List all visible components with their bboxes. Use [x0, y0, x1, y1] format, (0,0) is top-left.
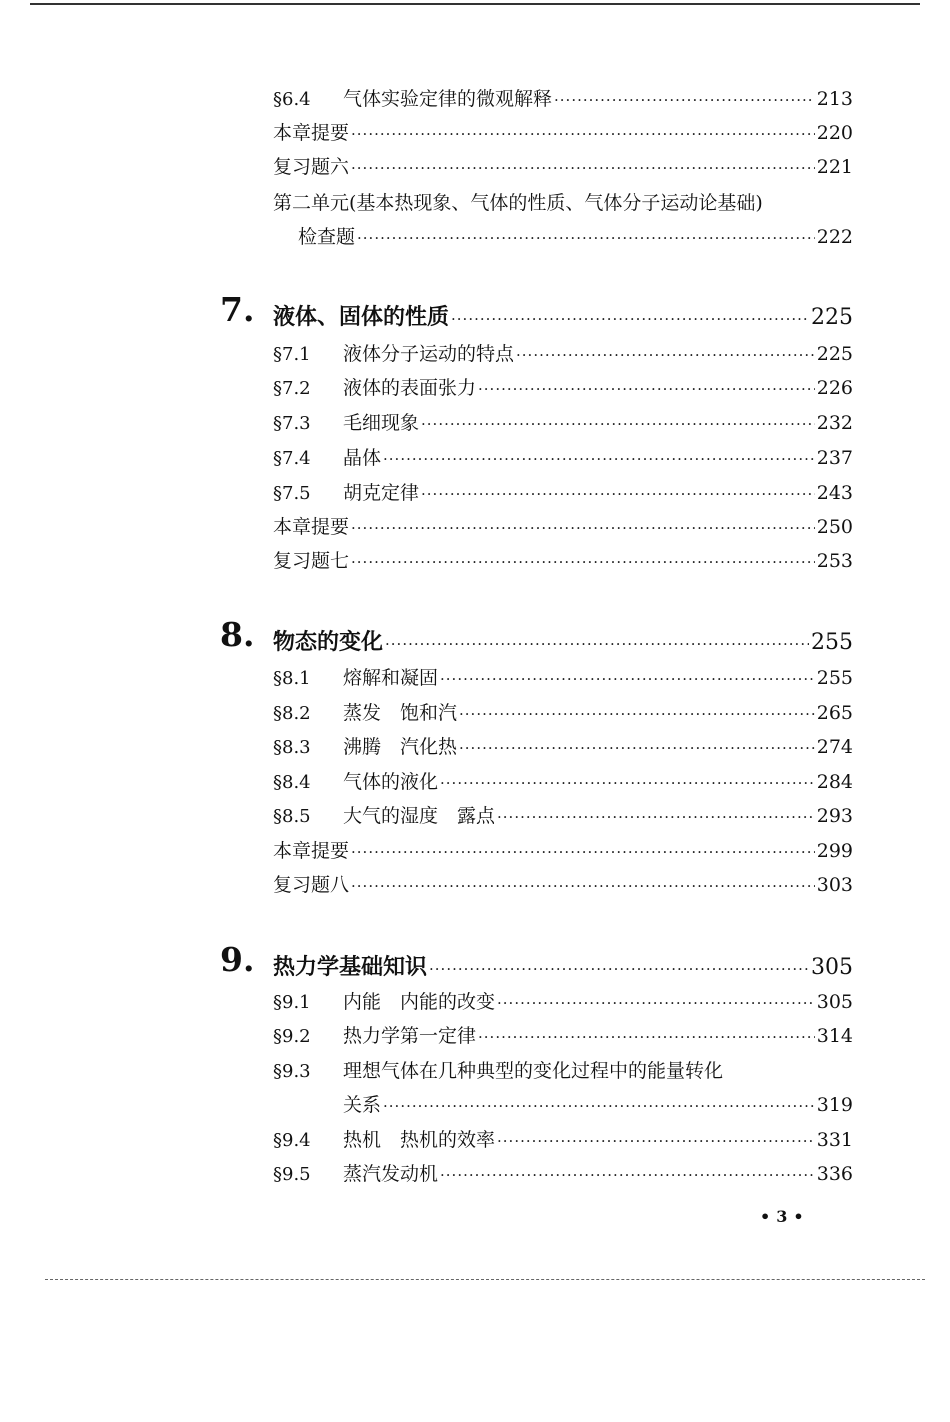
page-number: 253: [816, 550, 853, 572]
toc-entry-7-1[interactable]: [273, 339, 853, 369]
section-title: 胡克定律: [343, 482, 420, 504]
section-title: 热力学第一定律: [343, 1025, 477, 1047]
toc-entry-ch6-summary[interactable]: [273, 118, 853, 148]
dot-leader: [497, 994, 815, 1012]
page-number: 220: [816, 122, 853, 144]
dot-leader: [351, 553, 815, 571]
section-number: §7.2: [273, 378, 311, 399]
page-number: 274: [816, 736, 853, 758]
section-number: §8.3: [273, 737, 311, 758]
toc-entry-9-2[interactable]: [273, 1021, 853, 1051]
section-title: 蒸汽发动机: [343, 1163, 439, 1185]
unit-check-heading: 第二单元(基本热现象、气体的性质、气体分子运动论基础): [273, 192, 763, 214]
dot-leader: [451, 310, 809, 328]
toc-entry-ch8-summary[interactable]: [273, 836, 853, 866]
toc-entry-7-5[interactable]: [273, 478, 853, 508]
chapter-title: 液体、固体的性质: [273, 304, 450, 330]
toc-entry-9-3[interactable]: [273, 1056, 853, 1086]
page-number: 243: [816, 482, 853, 504]
page-number: 314: [816, 1025, 853, 1047]
page-number: 213: [816, 88, 853, 110]
section-title-continued: 关系: [343, 1094, 382, 1116]
dot-leader: [459, 705, 815, 723]
page-number: 222: [816, 226, 853, 248]
dot-leader: [497, 1132, 815, 1150]
toc-chapter-7[interactable]: [273, 300, 853, 330]
section-title: 本章提要: [273, 840, 350, 862]
section-title: 本章提要: [273, 516, 350, 538]
section-number: §8.4: [273, 772, 311, 793]
toc-entry-9-3-cont[interactable]: [343, 1090, 853, 1120]
section-number: §9.4: [273, 1130, 311, 1151]
dot-leader: [383, 1097, 815, 1115]
dot-leader: [478, 380, 815, 398]
dot-leader: [440, 774, 815, 792]
page-number: 299: [816, 840, 853, 862]
section-title: 液体的表面张力: [343, 377, 477, 399]
toc-entry-8-3[interactable]: [273, 732, 853, 762]
section-title: 蒸发 饱和汽: [343, 702, 458, 724]
section-title: 检查题: [298, 226, 356, 248]
toc-entry-unit2-check[interactable]: [298, 222, 853, 252]
footer-page-number: [760, 1207, 810, 1226]
section-title: 复习题六: [273, 156, 350, 178]
toc-entry-ch7-review[interactable]: [273, 546, 853, 576]
section-title: 沸腾 汽化热: [343, 736, 458, 758]
chapter-title: 物态的变化: [273, 629, 384, 655]
top-rule: [30, 3, 920, 5]
section-number: §8.2: [273, 703, 311, 724]
section-number: §9.5: [273, 1164, 311, 1185]
page-number: 293: [816, 805, 853, 827]
toc-entry-6-4[interactable]: [273, 84, 853, 114]
section-number: §8.1: [273, 668, 311, 689]
section-title: 热机 热机的效率: [343, 1129, 496, 1151]
toc-entry-ch8-review[interactable]: [273, 870, 853, 900]
dot-leader: [429, 960, 809, 978]
dot-leader: [385, 635, 809, 653]
dot-leader: [478, 1028, 815, 1046]
page-number: 305: [816, 991, 853, 1013]
page-number: 336: [816, 1163, 853, 1185]
toc-entry-7-3[interactable]: [273, 408, 853, 438]
chapter-title: 热力学基础知识: [273, 954, 428, 980]
bottom-rule: [45, 1279, 925, 1281]
toc-entry-9-4[interactable]: [273, 1125, 853, 1155]
section-title: 内能 内能的改变: [343, 991, 496, 1013]
footer-page-value: 3: [776, 1207, 794, 1226]
dot-leader: [351, 125, 815, 143]
section-number: §7.3: [273, 413, 311, 434]
dot-leader: [351, 843, 815, 861]
toc-entry-9-1[interactable]: [273, 987, 853, 1017]
page-number: 305: [811, 955, 853, 980]
toc-entry-ch6-review[interactable]: [273, 152, 853, 182]
dot-leader: [516, 346, 815, 364]
section-title: 气体实验定律的微观解释: [343, 88, 553, 110]
section-title: 复习题七: [273, 550, 350, 572]
page-number: 265: [816, 702, 853, 724]
dot-leader: [357, 229, 815, 247]
section-number: §9.2: [273, 1026, 311, 1047]
page-number: 225: [811, 305, 853, 330]
section-title: 大气的湿度 露点: [343, 805, 496, 827]
section-number: §8.5: [273, 806, 311, 827]
page-number: 255: [811, 630, 853, 655]
toc-entry-ch7-summary[interactable]: [273, 512, 853, 542]
dot-leader: [497, 808, 815, 826]
toc-chapter-8[interactable]: [273, 625, 853, 655]
page-number: 284: [816, 771, 853, 793]
dot-leader: [440, 1166, 815, 1184]
section-title: 气体的液化: [343, 771, 439, 793]
chapter-number: 8.: [220, 615, 255, 654]
section-number: §7.4: [273, 448, 311, 469]
section-title: 理想气体在几种典型的变化过程中的能量转化: [343, 1060, 724, 1082]
dot-leader: [351, 159, 815, 177]
page-number: 232: [816, 412, 853, 434]
page-number: 250: [816, 516, 853, 538]
page-number: 331: [816, 1129, 853, 1151]
dot-leader: [351, 877, 815, 895]
toc-entry-7-2[interactable]: [273, 373, 853, 403]
dot-leader: [351, 519, 815, 537]
section-number: §9.3: [273, 1061, 311, 1082]
section-number: §6.4: [273, 89, 311, 110]
page-number: 225: [816, 343, 853, 365]
section-title: 本章提要: [273, 122, 350, 144]
footer-dot-right: •: [793, 1207, 810, 1226]
chapter-number: 9.: [220, 940, 255, 979]
dot-leader: [421, 415, 815, 433]
section-title: 晶体: [343, 447, 382, 469]
dot-leader: [459, 739, 815, 757]
toc-chapter-9[interactable]: [273, 950, 853, 980]
section-title: 液体分子运动的特点: [343, 343, 515, 365]
toc-entry-8-1[interactable]: [273, 663, 853, 693]
toc-entry-8-5[interactable]: [273, 801, 853, 831]
toc-entry-9-5[interactable]: [273, 1159, 853, 1189]
page-number: 237: [816, 447, 853, 469]
page-number: 319: [816, 1094, 853, 1116]
section-title: 熔解和凝固: [343, 667, 439, 689]
toc-entry-8-4[interactable]: [273, 767, 853, 797]
page-number: 226: [816, 377, 853, 399]
dot-leader: [383, 450, 815, 468]
page-number: 221: [816, 156, 853, 178]
toc-entry-7-4[interactable]: [273, 443, 853, 473]
section-number: §7.5: [273, 483, 311, 504]
dot-leader: [440, 670, 815, 688]
dot-leader: [421, 485, 815, 503]
page-number: 255: [816, 667, 853, 689]
dot-leader: [554, 91, 815, 109]
footer-dot-left: •: [760, 1207, 777, 1226]
section-title: 复习题八: [273, 874, 350, 896]
toc-entry-8-2[interactable]: [273, 698, 853, 728]
section-number: §7.1: [273, 344, 311, 365]
chapter-number: 7.: [220, 290, 255, 329]
section-number: §9.1: [273, 992, 311, 1013]
section-title: 毛细现象: [343, 412, 420, 434]
page-number: 303: [816, 874, 853, 896]
